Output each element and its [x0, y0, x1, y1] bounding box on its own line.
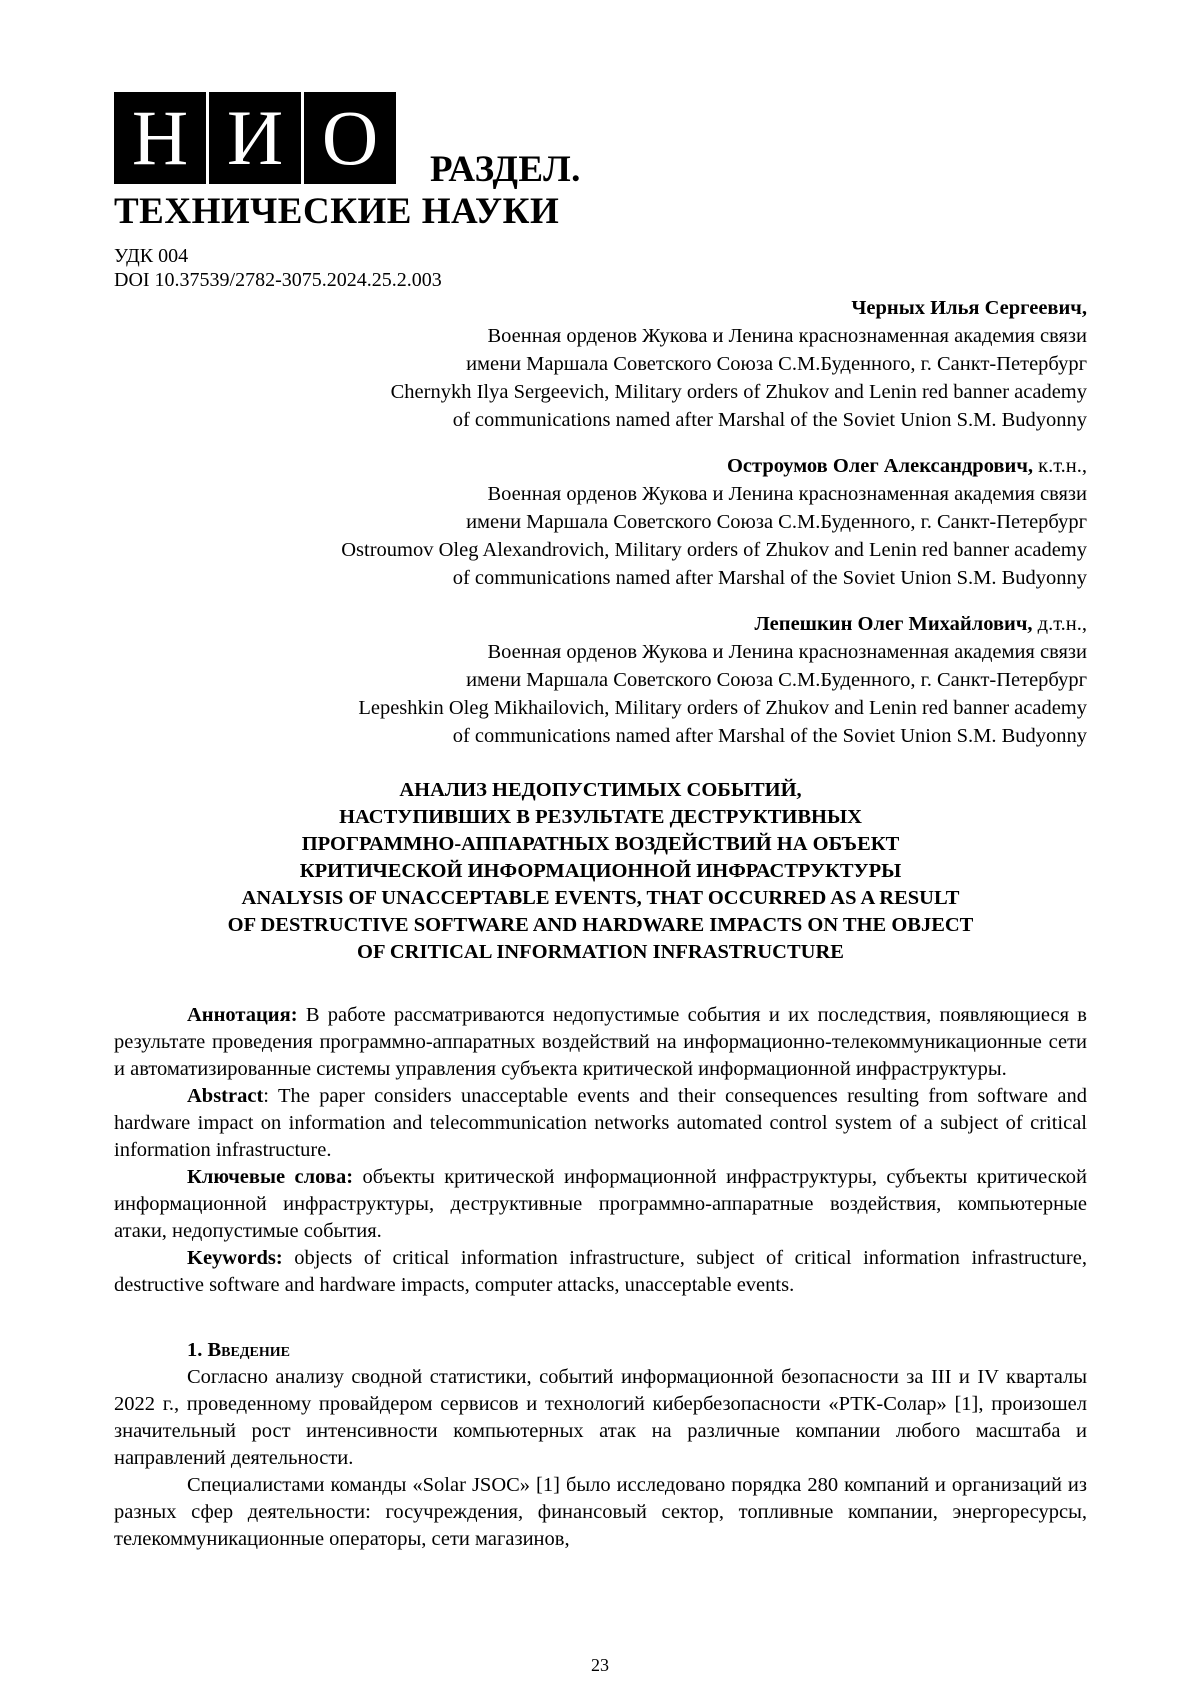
udk-code: УДК 004: [114, 245, 189, 267]
author-name: Лепешкин Олег Михайлович,: [754, 613, 1033, 635]
author-name-line: [107, 452, 1087, 480]
author-entry: [107, 452, 1087, 592]
annotation-paragraph: [114, 1002, 1087, 1083]
intro-paragraph: Согласно анализу сводной статистики, событий информационной безопасности за III и IV кварталы 2022 г., проведенному провайдером сервисов и технологий кибербезопасности «РТК-Солар» [1], произошел значительный рост интенсивности компьютерных атак на различные компании любого масштаба и направлений деятельности.: [114, 1366, 1087, 1469]
logo-letter-n: Н: [114, 92, 206, 184]
affiliation-en: of communications named after Marshal of the Soviet Union S.M. Budyonny: [452, 409, 1087, 431]
annotation-text: В работе рассматриваются недопустимые события и их последствия, появляющиеся в результате проведения программно-аппаратных воздействий на информационно-телекоммуникационные сети и автоматизированные системы управления субъекта критической информационной инфраструктуры.: [114, 1004, 1087, 1080]
page-number: 23: [591, 1655, 609, 1675]
keywords-en-text: objects of critical information infrastructure, subject of critical information infrastructure, destructive software and hardware impacts, computer attacks, unacceptable events.: [114, 1247, 1087, 1296]
keywords-ru-label: Ключевые слова:: [187, 1166, 354, 1188]
logo-letter-o: О: [304, 92, 396, 184]
annotation-label: Аннотация:: [187, 1004, 298, 1026]
author-degree: к.т.н.,: [1033, 455, 1087, 477]
affiliation-ru: имени Маршала Советского Союза С.М.Буденного, г. Санкт-Петербург: [466, 669, 1087, 691]
journal-logo: [114, 92, 396, 184]
affiliation-en: of communications named after Marshal of the Soviet Union S.M. Budyonny: [452, 725, 1087, 747]
title-line: OF CRITICAL INFORMATION INFRASTRUCTURE: [357, 941, 844, 963]
author-entry: [107, 610, 1087, 750]
affiliation-en: Chernykh Ilya Sergeevich, Military orders of Zhukov and Lenin red banner academy: [390, 381, 1087, 403]
section-number: 1.: [187, 1339, 208, 1361]
section-title: Введение: [207, 1339, 290, 1361]
affiliation-ru: Военная орденов Жукова и Ленина краснознаменная академия связи: [487, 325, 1087, 347]
title-line: КРИТИЧЕСКОЙ ИНФОРМАЦИОННОЙ ИНФРАСТРУКТУРЫ: [299, 860, 902, 882]
keywords-ru-paragraph: [114, 1164, 1087, 1245]
author-entry: [107, 294, 1087, 434]
logo-letter-i: И: [209, 92, 301, 184]
author-name-line: [107, 610, 1087, 638]
affiliation-ru: Военная орденов Жукова и Ленина краснознаменная академия связи: [487, 641, 1087, 663]
author-degree: д.т.н.,: [1032, 613, 1087, 635]
abstract-paragraph: [114, 1083, 1087, 1164]
keywords-en-paragraph: [114, 1245, 1087, 1299]
title-line: ANALYSIS OF UNACCEPTABLE EVENTS, THAT OCCURRED AS A RESULT: [241, 887, 960, 909]
authors-block: [107, 294, 1087, 768]
section-heading-line2: ТЕХНИЧЕСКИЕ НАУКИ: [114, 191, 560, 232]
affiliation-ru: имени Маршала Советского Союза С.М.Буденного, г. Санкт-Петербург: [466, 353, 1087, 375]
author-name: Черных Илья Сергеевич,: [851, 297, 1087, 319]
intro-paragraph: Специалистами команды «Solar JSOC» [1] было исследовано порядка 280 компаний и организаций из разных сфер деятельности: госучреждения, финансовый сектор, топливные компании, энергоресурсы, телекоммуникационные операторы, сети магазинов,: [114, 1474, 1087, 1550]
abstract-text: : The paper considers unacceptable events and their consequences resulting from software and hardware impact on information and telecommunication networks automated control system of a subject of critical information infrastructure.: [114, 1085, 1087, 1161]
affiliation-en: of communications named after Marshal of the Soviet Union S.M. Budyonny: [452, 567, 1087, 589]
paper-body: [114, 1002, 1087, 1553]
author-name: Остроумов Олег Александрович,: [726, 455, 1034, 477]
title-line: OF DESTRUCTIVE SOFTWARE AND HARDWARE IMPACTS ON THE OBJECT: [227, 914, 974, 936]
title-line: НАСТУПИВШИХ В РЕЗУЛЬТАТЕ ДЕСТРУКТИВНЫХ: [339, 806, 862, 828]
affiliation-ru: имени Маршала Советского Союза С.М.Буденного, г. Санкт-Петербург: [466, 511, 1087, 533]
affiliation-en: Ostroumov Oleg Alexandrovich, Military orders of Zhukov and Lenin red banner academy: [341, 539, 1087, 561]
doi: DOI 10.37539/2782-3075.2024.25.2.003: [114, 269, 442, 291]
keywords-ru-text: объекты критической информационной инфраструктуры, субъекты критической информационной инфраструктуры, деструктивные программно-аппаратные воздействия, компьютерные атаки, недопустимые события.: [114, 1166, 1087, 1242]
affiliation-ru: Военная орденов Жукова и Ленина краснознаменная академия связи: [487, 483, 1087, 505]
title-line: АНАЛИЗ НЕДОПУСТИМЫХ СОБЫТИЙ,: [399, 779, 802, 801]
abstract-label: Abstract: [187, 1085, 264, 1107]
paper-title: [114, 777, 1087, 966]
keywords-en-label: Keywords:: [187, 1247, 283, 1269]
title-line: ПРОГРАММНО-АППАРАТНЫХ ВОЗДЕЙСТВИЙ НА ОБЪЕКТ: [301, 833, 900, 855]
section-heading-introduction: [114, 1337, 1087, 1364]
affiliation-en: Lepeshkin Oleg Mikhailovich, Military orders of Zhukov and Lenin red banner academy: [358, 697, 1087, 719]
section-heading-line1: РАЗДЕЛ.: [430, 149, 581, 190]
author-name-line: [107, 294, 1087, 322]
